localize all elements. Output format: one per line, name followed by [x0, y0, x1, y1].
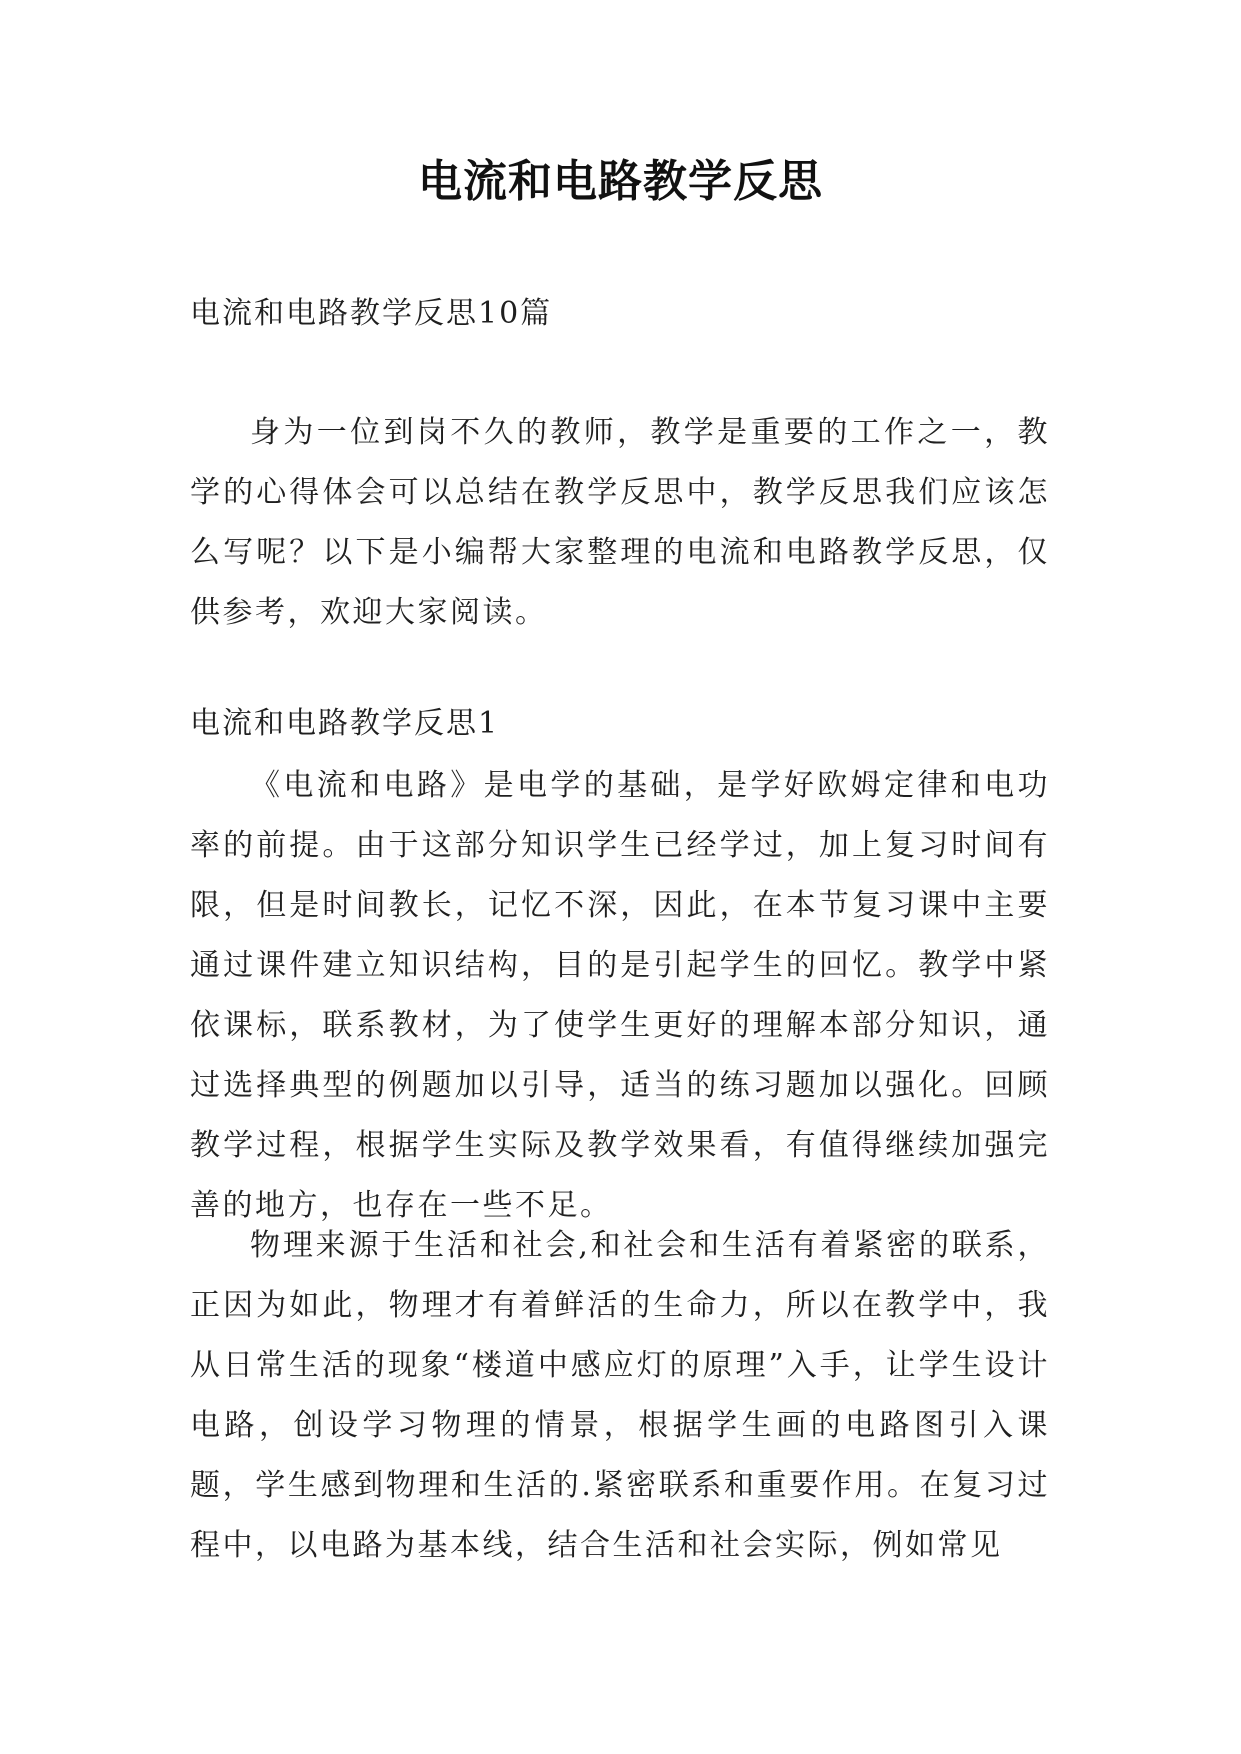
intro-paragraph: 身为一位到岗不久的教师，教学是重要的工作之一，教学的心得体会可以总结在教学反思中，教学反思我们应该怎么写呢？以下是小编帮大家整理的电流和电路教学反思，仅供参考，欢迎大家阅读。: [190, 415, 1050, 630]
section-paragraph: 《电流和电路》是电学的基础，是学好欧姆定律和电功率的前提。由于这部分知识学生已经学过，加上复习时间有限，但是时间教长，记忆不深，因此，在本节复习课中主要通过课件建立知识结构，目的是引起学生的回忆。教学中紧依课标，联系教材，为了使学生更好的理解本部分知识，通过选择典型的例题加以引导，适当的练习题加以强化。回顾教学过程，根据学生实际及教学效果看，有值得继续加强完善的地方，也存在一些不足。: [190, 768, 1050, 1223]
document-subtitle: 电流和电路教学反思10篇: [190, 296, 553, 331]
section-paragraph: 物理来源于生活和社会,和社会和生活有着紧密的联系，正因为如此，物理才有着鲜活的生命力，所以在教学中，我从日常生活的现象“楼道中感应灯的原理”入手，让学生设计电路，创设学习物理的情景，根据学生画的电路图引入课题，学生感到物理和生活的.紧密联系和重要作用。在复习过程中，以电路为基本线，结合生活和社会实际，例如常见: [190, 1228, 1050, 1563]
document-title: 电流和电路教学反思: [418, 156, 823, 207]
section-heading: 电流和电路教学反思1: [190, 706, 500, 741]
